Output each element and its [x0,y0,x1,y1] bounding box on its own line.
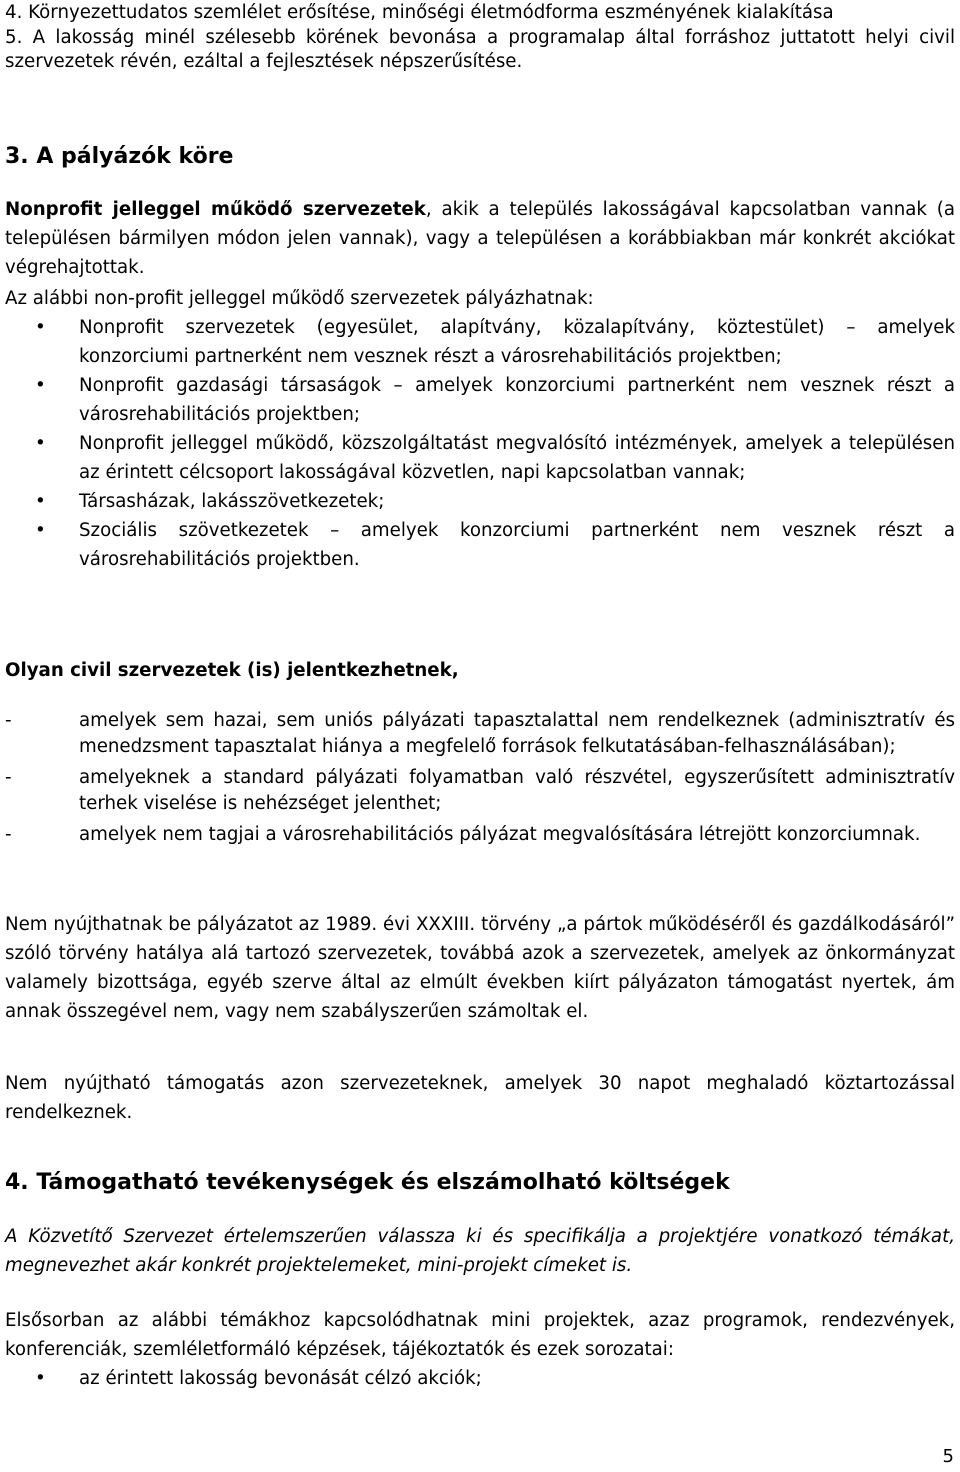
intro-bold-text: Nonprofit jelleggel működő szervezetek [5,199,426,220]
list-item: 5. A lakosság minél szélesebb körének bevonása a programalap által forráshoz juttatott helyi civil szervezetek révén, ezáltal a fejlesztések népszerűsítése. [5,26,955,72]
section-3-heading: 3. A pályázók köre [5,144,234,169]
page-number: 5 [942,1446,954,1467]
bullet-icon: • [35,1368,46,1389]
bullet-icon: • [35,375,46,396]
dash-marker: - [5,767,12,788]
intro-rest-text: , akik a település lakosságával kapcsolatban vannak (a településen bármilyen módon jelen vannak), vagy a településen a korábbiakban már konkrét akciókat végrehajtottak. [5,199,956,278]
list-item: - amelyek nem tagjai a városrehabilitációs pályázat megvalósítására létrejött konzorciumnak. [5,822,955,848]
civil-organizations-list [5,708,955,848]
bullet-icon: • [35,317,46,338]
section-4-bullets [5,1364,955,1393]
bullet-icon: • [35,520,46,541]
list-item: 4. Környezettudatos szemlélet erősítése, minőségi életmódforma eszményének kialakítása [5,2,834,23]
list-item: • Nonprofit szervezetek (egyesület, alapítvány, közalapítvány, köztestület) – amelyek konzorciumi partnerként nem vesznek részt a városrehabilitációs projektben; [5,313,955,371]
list-item: - amelyek sem hazai, sem uniós pályázati tapasztalattal nem rendelkeznek (adminisztratív és menedzsment tapasztalat hiánya a megfelelő források felkutatásában-felhasználásában); [5,710,955,757]
list-item: • az érintett lakosság bevonását célzó akciók; [5,1364,955,1393]
list-item: • Nonprofit jelleggel működő, közszolgáltatást megvalósító intézmények, amelyek a településen az érintett célcsoport lakosságával közvetlen, napi kapcsolatban vannak; [5,429,955,487]
list-item: • Társasházak, lakásszövetkezetek; [5,487,955,516]
section-4-paragraph: Elsősorban az alábbi témákhoz kapcsolódhatnak mini projektek, azaz programok, rendezvények, konferenciák, szemléletformáló képzések, tájékoztatók és ezek sorozatai: [5,1310,955,1360]
bullet-icon: • [35,491,46,512]
exclusion-paragraph: Nem nyújthatnak be pályázatot az 1989. évi XXXIII. törvény „a pártok működéséről és gazdálkodásáról” szóló törvény hatálya alá tartozó szervezetek, továbbá azok a szervezetek, amelyek az önkormányzat valamely bizottsága, egyéb szerve által az elmúlt években kiírt pályázaton támogatást nyertek, ám annak összegével nem, vagy nem szabályszerűen számoltak el. [5,914,955,1022]
bullet-icon: • [35,433,46,454]
list-item: - amelyeknek a standard pályázati folyamatban való részvétel, egyszerűsített adminisztratív terhek viselése is nehézséget jelenthet; [5,767,955,814]
dash-marker: - [5,710,12,731]
list-item: • Szociális szövetkezetek – amelyek konzorciumi partnerként nem vesznek részt a városrehabilitációs projektben. [5,516,955,574]
eligible-list-intro: Az alábbi non-profit jelleggel működő szervezetek pályázhatnak: [5,288,594,309]
eligible-organizations-list [5,313,955,574]
section-4-italic-paragraph: A Közvetítő Szervezet értelemszerűen válassza ki és specifikálja a projektjére vonatkozó témákat, megnevezhet akár konkrét projektelemeket, mini-projekt címeket is. [5,1226,955,1276]
objectives-list [5,1,955,75]
civil-organizations-heading: Olyan civil szervezetek (is) jelentkezhetnek, [5,660,459,681]
dash-marker: - [5,824,12,845]
debt-paragraph: Nem nyújtható támogatás azon szervezeteknek, amelyek 30 napot meghaladó köztartozással rendelkeznek. [5,1073,955,1123]
list-item: • Nonprofit gazdasági társaságok – amelyek konzorciumi partnerként nem vesznek részt a városrehabilitációs projektben; [5,371,955,429]
section-4-heading: 4. Támogatható tevékenységek és elszámolható költségek [5,1170,730,1195]
section-3-intro [5,195,955,282]
